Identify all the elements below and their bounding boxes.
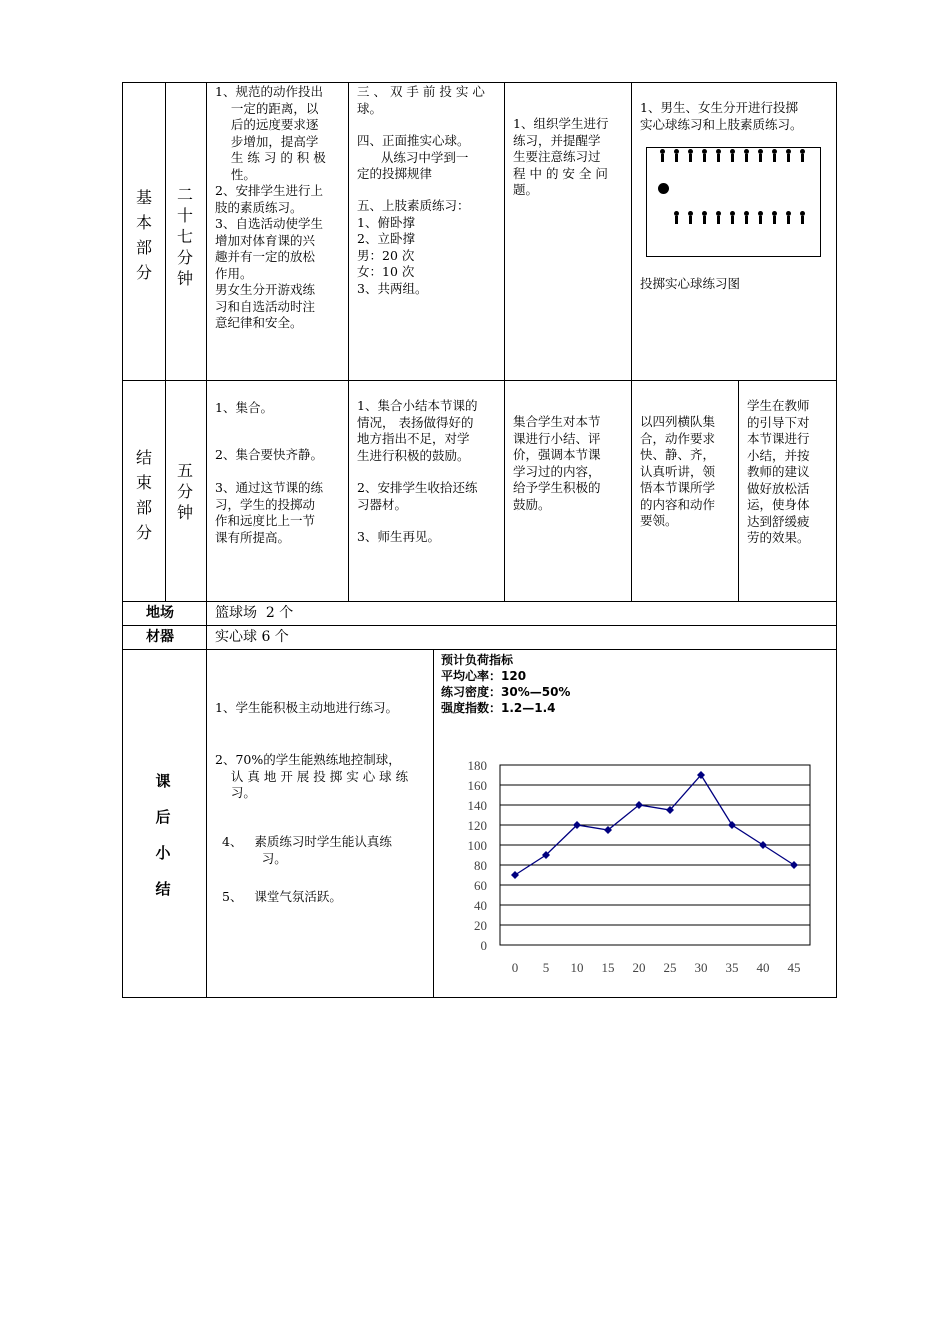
summary-item-4: 5、 课堂气氛活跃。 <box>222 889 342 904</box>
diagram-caption: 投掷实心球练习图 <box>640 276 741 291</box>
heart-rate-line-chart <box>440 755 820 985</box>
end-content-1: 1、集合小结本节课的 情况， 表扬做得好的 地方指出不足，对学 生进行积极的鼓励。 <box>357 398 478 463</box>
x-tick-label: 40 <box>756 960 770 975</box>
col-divider <box>348 82 349 601</box>
student-icon <box>787 154 790 162</box>
x-tick-label: 45 <box>787 960 801 975</box>
x-tick-label: 25 <box>663 960 677 975</box>
end-teacher: 集合学生对本节 课进行小结、评 价，强调本节课 学习过的内容， 给予学生积极的 鼓励。 <box>513 414 601 512</box>
student-icon <box>689 154 692 162</box>
row-divider <box>122 649 837 650</box>
load-title: 预计负荷指标 <box>441 653 514 667</box>
y-tick-label: 0 <box>480 938 487 953</box>
end-students: 学生在教师 的引导下对 本节课进行 小结，并按 教师的建议 做好放松活 运，使身体 达到舒缓疲 劳的效果。 <box>747 398 810 545</box>
student-icon <box>703 216 706 224</box>
summary-item-1: 1、学生能积极主动地进行练习。 <box>215 700 398 715</box>
x-tick-label: 35 <box>725 960 739 975</box>
equipment-label: 材器 <box>146 629 174 645</box>
basic-organization: 1、男生、女生分开进行投掷 实心球练习和上肢素质练习。 <box>640 100 803 132</box>
basic-goals: 1、规范的动作投出 一定的距离，以 后的远度要求逐 步增加，提高学 生 练 习 的 积 极 性。 2、安排学生进行上 肢的素质练习。 3、自选活动使学生 增加对体育课的兴 趣并有一定的放松 作用。 男女生分开游戏练 习和自选活动时注 意纪律和安全。 <box>215 84 326 330</box>
col-divider <box>631 82 632 601</box>
row-divider <box>122 625 837 626</box>
load-heart-rate: 平均心率：120 <box>441 669 527 683</box>
student-icon <box>801 154 804 162</box>
data-point <box>759 841 767 849</box>
data-point <box>511 871 519 879</box>
student-icon <box>675 154 678 162</box>
student-icon <box>731 154 734 162</box>
basic-content-c: 五、上肢素质练习： 1、俯卧撑 2、立卧撑 男：20 次 女：10 次 3、共两组。 <box>357 198 470 296</box>
student-icon <box>717 154 720 162</box>
end-goal-2: 2、集合要快齐静。 <box>215 447 323 462</box>
x-tick-label: 20 <box>632 960 646 975</box>
student-icon <box>787 216 790 224</box>
student-icon <box>745 154 748 162</box>
basic-teacher: 1、组织学生进行 练习，并提醒学 生要注意练习过 程 中 的 安 全 问 题。 <box>513 116 609 197</box>
basic-section-label: 基 本 部 分 <box>135 188 152 282</box>
student-icon <box>773 216 776 224</box>
row-divider <box>122 601 837 602</box>
student-icon <box>689 216 692 224</box>
y-tick-label: 20 <box>474 918 487 933</box>
y-tick-label: 140 <box>467 798 487 813</box>
basic-content-a: 三 、 双 手 前 投 实 心 球。 <box>357 84 485 116</box>
data-point <box>728 821 736 829</box>
col-divider <box>433 649 434 998</box>
y-tick-label: 160 <box>467 778 487 793</box>
end-section-label: 结 束 部 分 <box>135 448 152 542</box>
y-tick-label: 120 <box>467 818 487 833</box>
col-divider <box>206 82 207 998</box>
throwing-practice-diagram <box>646 147 821 257</box>
y-tick-label: 40 <box>474 898 487 913</box>
col-divider <box>504 82 505 601</box>
student-icon <box>675 216 678 224</box>
basic-content-b: 四、正面推实心球。 从练习中学到一 定的投掷规律 <box>357 133 470 181</box>
data-point <box>790 861 798 869</box>
venue-value: 篮球场 2 个 <box>215 605 294 621</box>
y-tick-label: 100 <box>467 838 487 853</box>
equipment-value: 实心球 6 个 <box>215 629 289 645</box>
end-goal-1: 1、集合。 <box>215 400 273 415</box>
student-icon <box>717 216 720 224</box>
end-content-3: 3、师生再见。 <box>357 529 440 544</box>
basic-section-time: 二 十 七 分 钟 <box>176 185 193 288</box>
student-icon <box>759 154 762 162</box>
end-content-2: 2、安排学生收拾还练 习器材。 <box>357 480 478 512</box>
end-organization: 以四列横队集 合，动作要求 快、静、齐， 认真听讲，领 悟本节课所学 的内容和动作 要领。 <box>640 414 716 528</box>
student-icon <box>703 154 706 162</box>
x-tick-label: 10 <box>570 960 584 975</box>
row-divider <box>122 380 837 381</box>
medicine-ball-icon <box>658 183 669 194</box>
col-divider <box>165 82 166 601</box>
load-intensity: 强度指数：1.2—1.4 <box>441 701 556 715</box>
student-icon <box>745 216 748 224</box>
student-icon <box>759 216 762 224</box>
end-goal-3: 3、通过这节课的练 习，学生的投掷动 作和远度比上一节 课有所提高。 <box>215 480 323 545</box>
load-density: 练习密度：30%—50% <box>441 685 571 699</box>
student-icon <box>661 154 664 162</box>
student-icon <box>773 154 776 162</box>
student-icon <box>731 216 734 224</box>
y-tick-label: 60 <box>474 878 487 893</box>
summary-item-2: 2、70%的学生能熟练地控制球， 认 真 地 开 展 投 掷 实 心 球 练 习。 <box>215 752 409 800</box>
y-tick-label: 180 <box>467 758 487 773</box>
x-tick-label: 30 <box>694 960 708 975</box>
summary-label: 课 后 小 结 <box>155 772 171 898</box>
x-tick-label: 15 <box>601 960 615 975</box>
y-tick-label: 80 <box>474 858 487 873</box>
x-tick-label: 0 <box>511 960 519 975</box>
venue-label: 地场 <box>146 605 174 621</box>
summary-item-3: 4、 素质练习时学生能认真练 习。 <box>222 834 392 866</box>
student-icon <box>801 216 804 224</box>
col-divider <box>738 380 739 601</box>
x-tick-label: 5 <box>542 960 550 975</box>
end-section-time: 五 分 钟 <box>176 461 193 522</box>
